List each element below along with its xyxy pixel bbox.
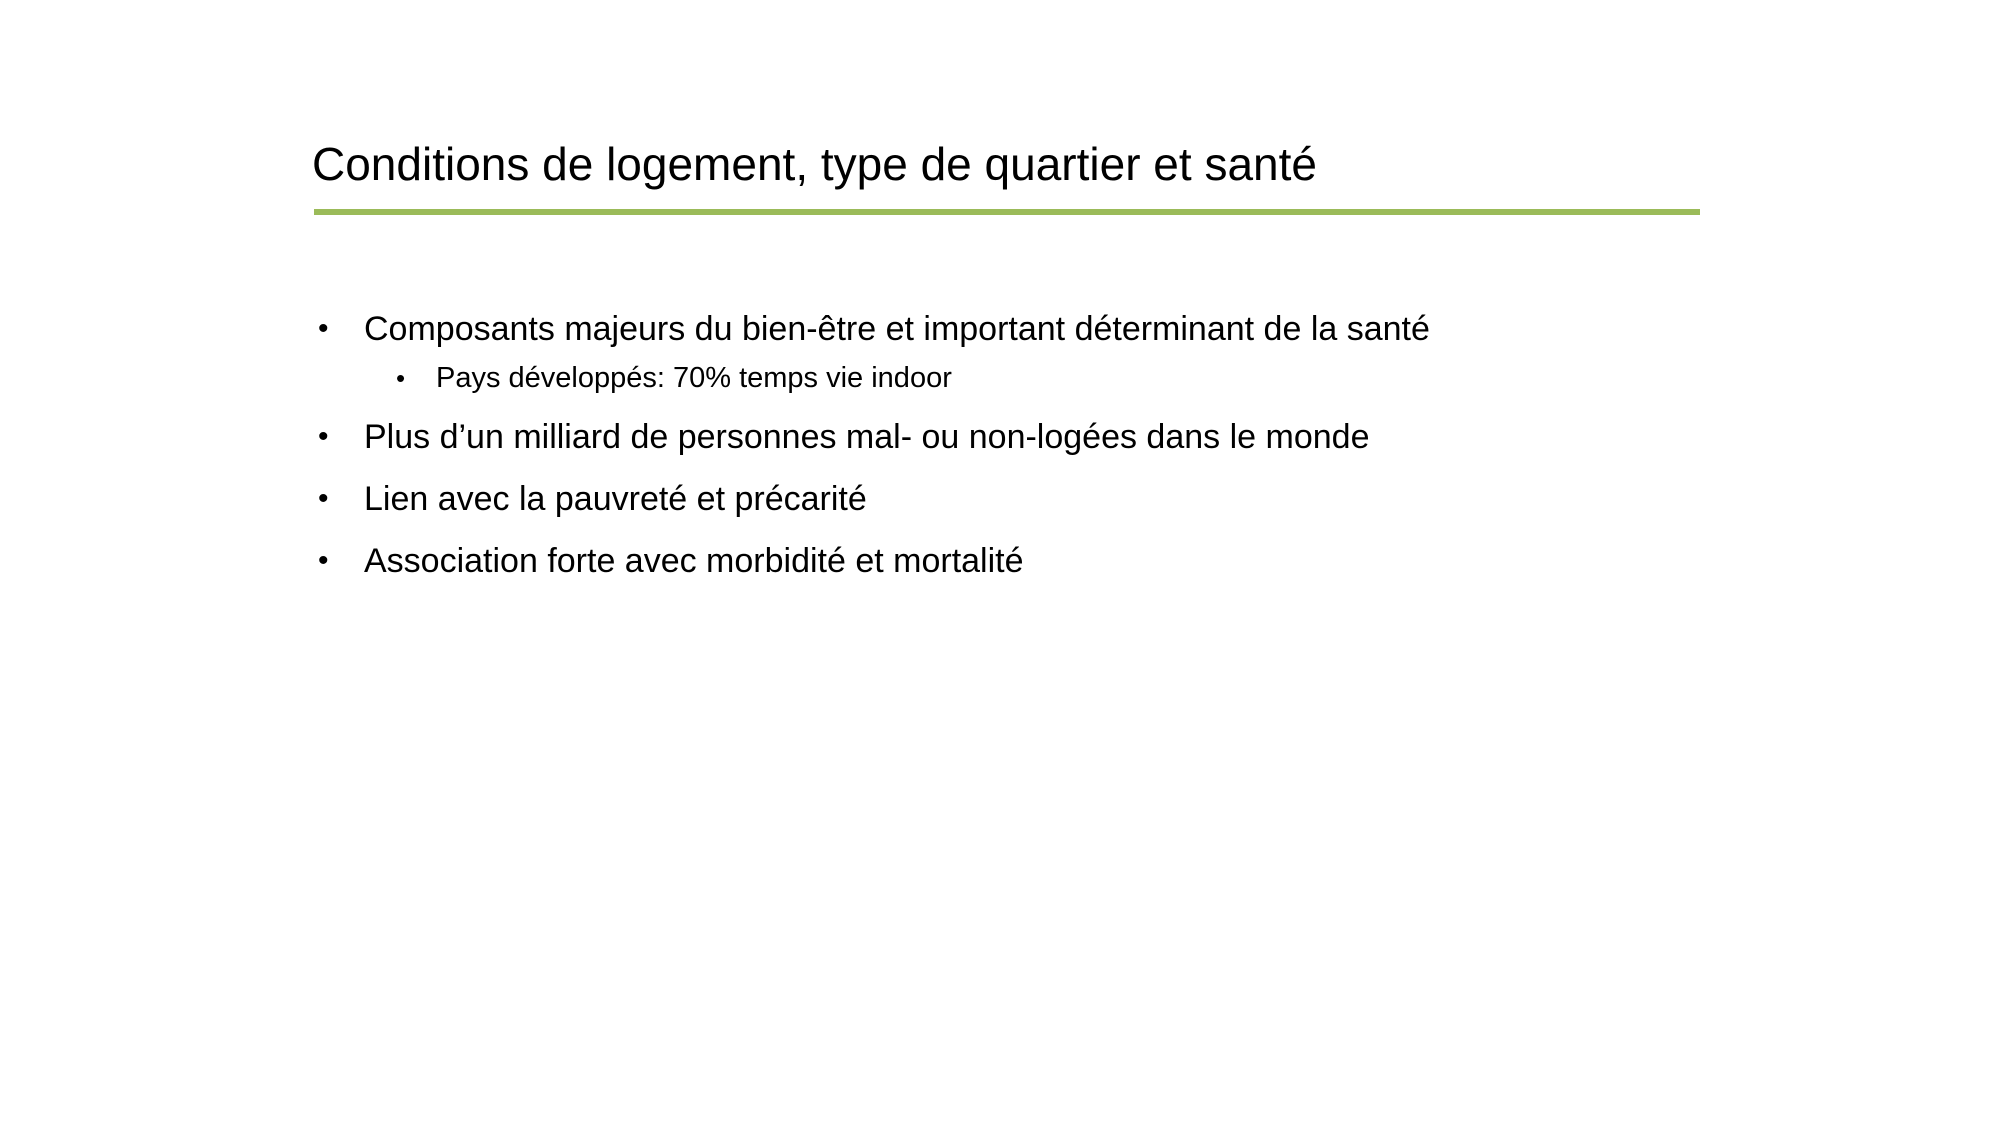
bullet-dot-icon: •	[318, 420, 329, 453]
bullet-item	[318, 539, 1024, 583]
slide-title: Conditions de logement, type de quartier et santé	[312, 138, 1317, 190]
bullet-item	[318, 415, 1369, 459]
bullet-dot-icon: •	[318, 482, 329, 515]
bullet-item	[318, 307, 1430, 351]
sub-bullet-item	[396, 359, 952, 397]
bullet-dot-icon: •	[396, 363, 406, 393]
bullet-text: Lien avec la pauvreté et précarité	[364, 480, 867, 518]
bullet-dot-icon: •	[318, 312, 329, 345]
bullet-item	[318, 477, 867, 521]
title-underline	[314, 209, 1700, 215]
bullet-text: Plus d’un milliard de personnes mal- ou non-logées dans le monde	[364, 418, 1370, 456]
sub-bullet-text: Pays développés: 70% temps vie indoor	[436, 362, 952, 394]
bullet-text: Association forte avec morbidité et mortalité	[364, 542, 1024, 580]
bullet-text: Composants majeurs du bien-être et important déterminant de la santé	[364, 310, 1430, 348]
bullet-dot-icon: •	[318, 544, 329, 577]
